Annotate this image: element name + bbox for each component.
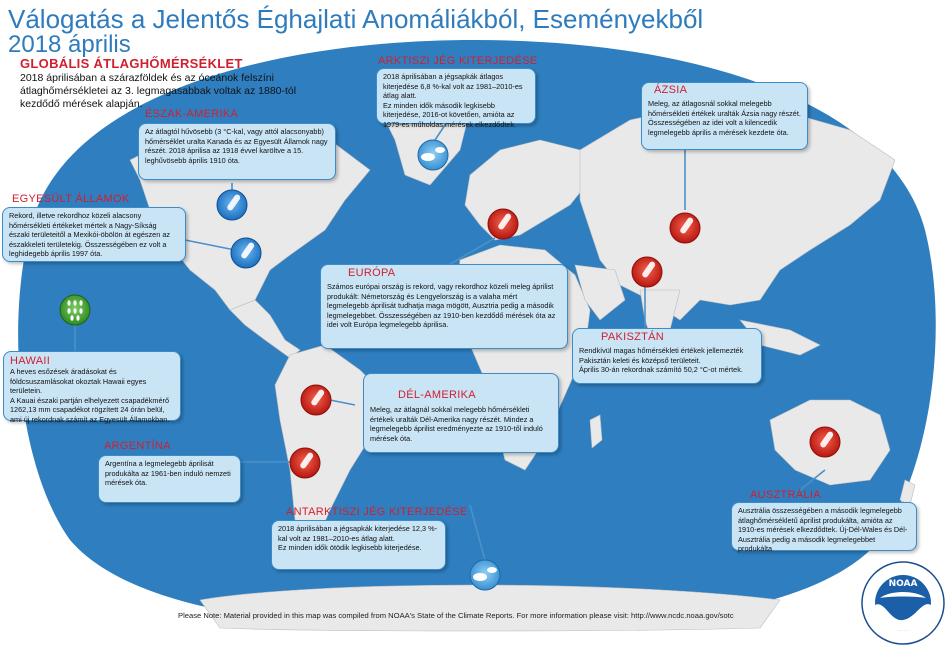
- hawaii-title: HAWAII: [10, 355, 51, 367]
- north-america-title: ÉSZAK-AMERIKA: [145, 108, 239, 120]
- argentina-title: ARGENTÍNA: [104, 440, 171, 452]
- pakistan-text-1: Rendkívül magas hőmérsékleti értékek jellemezték Pakisztán keleti és középső területeit.: [579, 346, 744, 365]
- europe-title: EURÓPA: [348, 267, 396, 279]
- north-america-cold-marker: [217, 190, 247, 220]
- antarctic-text-1: 2018 áprilisában a jégsapkák kiterjedése 12,3 %-kal volt az 1981–2010-es átlag alatt.: [278, 524, 438, 543]
- pakistan-title: PAKISZTÁN: [601, 331, 665, 343]
- asia-warm-marker: [670, 213, 700, 243]
- map-title: Válogatás a Jelentős Éghajlati Anomáliákból, Eseményekből: [8, 4, 704, 34]
- asia-text: Meleg, az átlagosnál sokkal melegebb hőmérsékleti értékek uralták Ázsia nagy részét. Összességében az idei volt a kilencedik legmelegebb április a mérések kezdete óta.: [648, 99, 801, 137]
- pakistan-warm-marker: [632, 257, 662, 287]
- antarctic-box: [271, 520, 446, 570]
- argentina-warm-marker: [290, 448, 320, 478]
- argentina-text: Argentína a legmelegebb áprilisát produkálta az 1961-ben induló nemzeti mérések óta.: [105, 459, 231, 488]
- arctic-box: [376, 68, 536, 129]
- arctic-text-1: 2018 áprilisában a jégsapkák átlagos kiterjedése 6,8 %-kal volt az 1981–2010-es átlag alatt.: [383, 72, 523, 101]
- australia-text: Ausztrália összességében a második legmelegebb átlaghőmérsékletű áprilist produkálta, amióta az 1910-es mérések elkezdődtek. Új-Dél-Wales és Dél-Ausztrália pedig a második legmelegebbet produkálta: [738, 506, 908, 554]
- north-america-box: [138, 123, 336, 180]
- europe-text: Számos európai ország is rekord, vagy rekordhoz közeli meleg áprilist produkált: Németország és Lengyelország is a valaha mért legmelegebb áprilisát tudhatja maga mögött, Ausztria pedig a második legmelegebbet. Összességében az 1910-ben kezdődő mérések óta az idei volt Európa legmelegebb áprilisa.: [327, 282, 556, 330]
- antarctica-landmass: [200, 585, 780, 631]
- noaa-logo: [860, 560, 946, 646]
- hawaii-text-1: A heves esőzések áradásokat és földcsuszamlásokat okoztak Hawaii egyes területein.: [10, 367, 147, 396]
- usa-box: [2, 207, 186, 262]
- hawaii-rain-marker: [60, 295, 90, 325]
- australia-box: [731, 502, 917, 554]
- australia-warm-marker: [810, 427, 840, 457]
- usa-text: Rekord, illetve rekordhoz közeli alacsony hőmérsékleti értékeket mértek a Nagy-Síkság északi területeitől a Mexikói-öbölön át egészen az északkeleti területekig. Összességében ez volt a leghidegebb április 1997 óta.: [9, 211, 171, 259]
- antarctic-ice-marker: [470, 560, 500, 590]
- asia-title: ÁZSIA: [654, 84, 688, 96]
- arctic-ice-marker: [418, 140, 448, 170]
- south-america-title: DÉL-AMERIKA: [398, 389, 476, 401]
- noaa-logo-text: NOAA: [888, 579, 918, 589]
- europe-warm-marker: [488, 209, 518, 239]
- global-temperature-heading: GLOBÁLIS ÁTLAGHŐMÉRSÉKLET: [20, 56, 243, 71]
- usa-title: EGYESÜLT ÁLLAMOK: [12, 193, 130, 205]
- south-america-warm-marker: [301, 385, 331, 415]
- argentina-box: [98, 455, 241, 503]
- australia-title: AUSZTRÁLIA: [750, 489, 821, 501]
- global-temperature-text: 2018 áprilisában a szárazföldek és az óceánok felszíni átlaghőmérsékletei az 3. legmagasabbak voltak az 1880-tól kezdődő mérések alapján.: [20, 72, 297, 110]
- antarctic-text-2: Ez minden idők ötödik legkisebb kiterjedése.: [278, 543, 422, 553]
- footer-note: Please Note: Material provided in this map was compiled from NOAA's State of the Climate Reports. For more information please visit: http://www.ncdc.noaa.gov/sotc: [178, 611, 734, 620]
- north-america-text: Az átlagtól hűvösebb (3 °C-kal, vagy attól alacsonyabb) hőmérséklet uralta Kanada és az Egyesült Államok nagy részét. 2018 áprilisa az 1918 évvel karöltve a 15. leghűvösebb április 1910 óta.: [145, 127, 328, 165]
- south-america-box: [363, 373, 559, 453]
- usa-cold-marker: [231, 238, 261, 268]
- hawaii-text-2: A Kauai északi partján elhelyezett csapadékmérő 1262,13 mm csapadékot rögzített 24 órán belül, ami új rekordnak számít az Egyesült Államokban.: [10, 395, 170, 424]
- arctic-title: ARKTISZI JÉG KITERJEDÉSE: [378, 55, 538, 67]
- pakistan-text-2: Április 30-án rekordnak számító 50,2 °C-ot mértek.: [579, 365, 743, 375]
- south-america-text: Meleg, az átlagnál sokkal melegebb hőmérsékleti értékek uralták Dél-Amerika nagy részét. Mindez a legmelegebb áprilist eredményezte az 1910-től induló mérések óta.: [370, 405, 543, 443]
- map-subtitle-date: 2018 április: [8, 31, 131, 58]
- arctic-text-2: Ez minden idők második legkisebb kiterjedése, 2016-ot követően, amióta az 1979-es műholdas mérések elkezdődtek.: [383, 100, 517, 129]
- antarctic-title: ANTARKTISZI JÉG KITERJEDÉSE: [286, 506, 468, 518]
